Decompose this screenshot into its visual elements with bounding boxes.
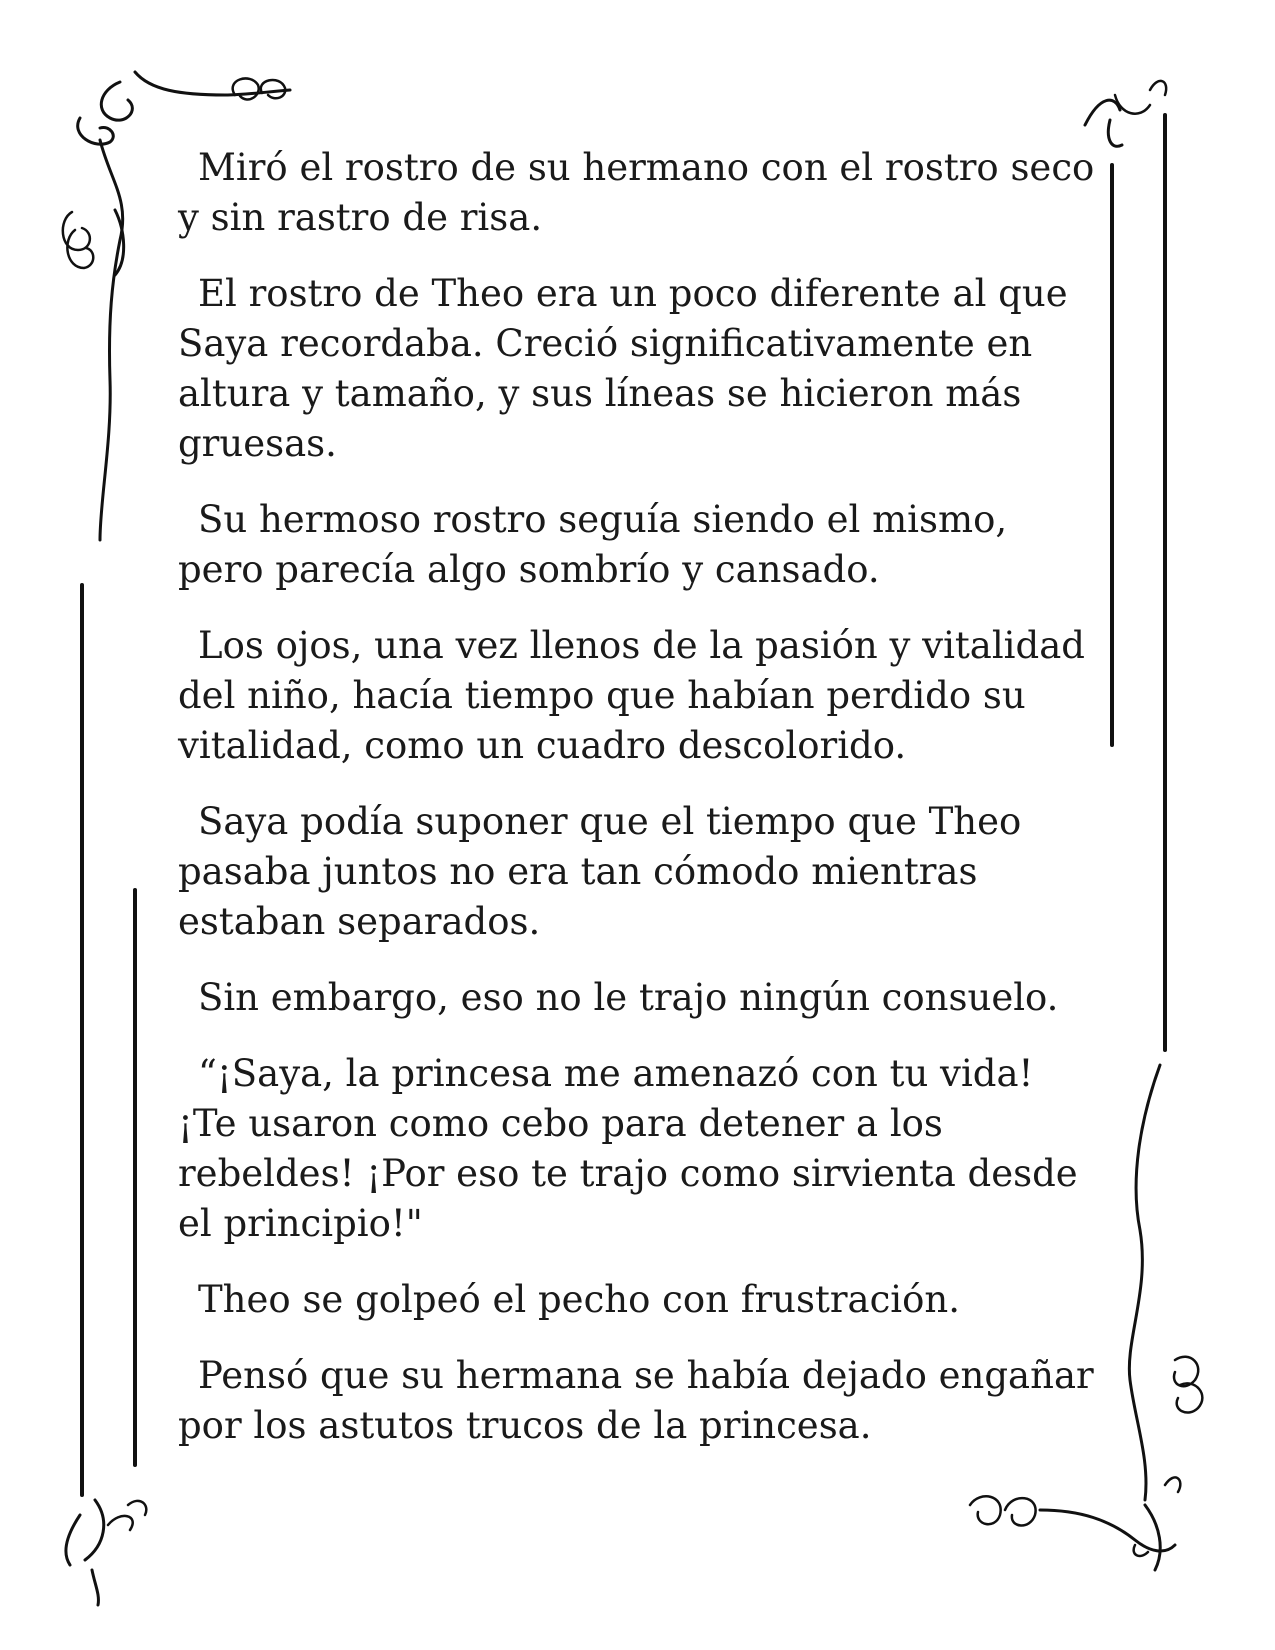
paragraph-2: El rostro de Theo era un poco diferente al que Saya recordaba. Creció significativamente en altura y tamaño, y sus líneas se hicieron más gruesas. [178,272,1068,465]
paragraph-5: Saya podía suponer que el tiempo que Theo pasaba juntos no era tan cómodo mientras estaban separados. [178,800,1022,943]
paragraph-1: Miró el rostro de su hermano con el rostro seco y sin rastro de risa. [178,146,1095,239]
paragraph-3: Su hermoso rostro seguía siendo el mismo, pero parecía algo sombrío y cansado. [178,498,1008,591]
paragraph-6: Sin embargo, eso no le trajo ningún consuelo. [198,976,1059,1019]
paragraph-7: “¡Saya, la princesa me amenazó con tu vida! ¡Te usaron como cebo para detener a los rebeldes! ¡Por eso te trajo como sirvienta desde el principio!" [178,1052,1078,1245]
story-text [178,143,1098,1477]
top-right-flourish-icon [1085,81,1166,146]
paragraph-8: Theo se golpeó el pecho con frustración. [198,1278,960,1321]
paragraph-4: Los ojos, una vez llenos de la pasión y vitalidad del niño, hacía tiempo que habían perdido su vitalidad, como un cuadro descolorido. [178,624,1085,767]
bottom-left-flourish-icon [66,1500,146,1605]
paragraph-9: Pensó que su hermana se había dejado engañar por los astutos trucos de la princesa. [178,1354,1094,1447]
